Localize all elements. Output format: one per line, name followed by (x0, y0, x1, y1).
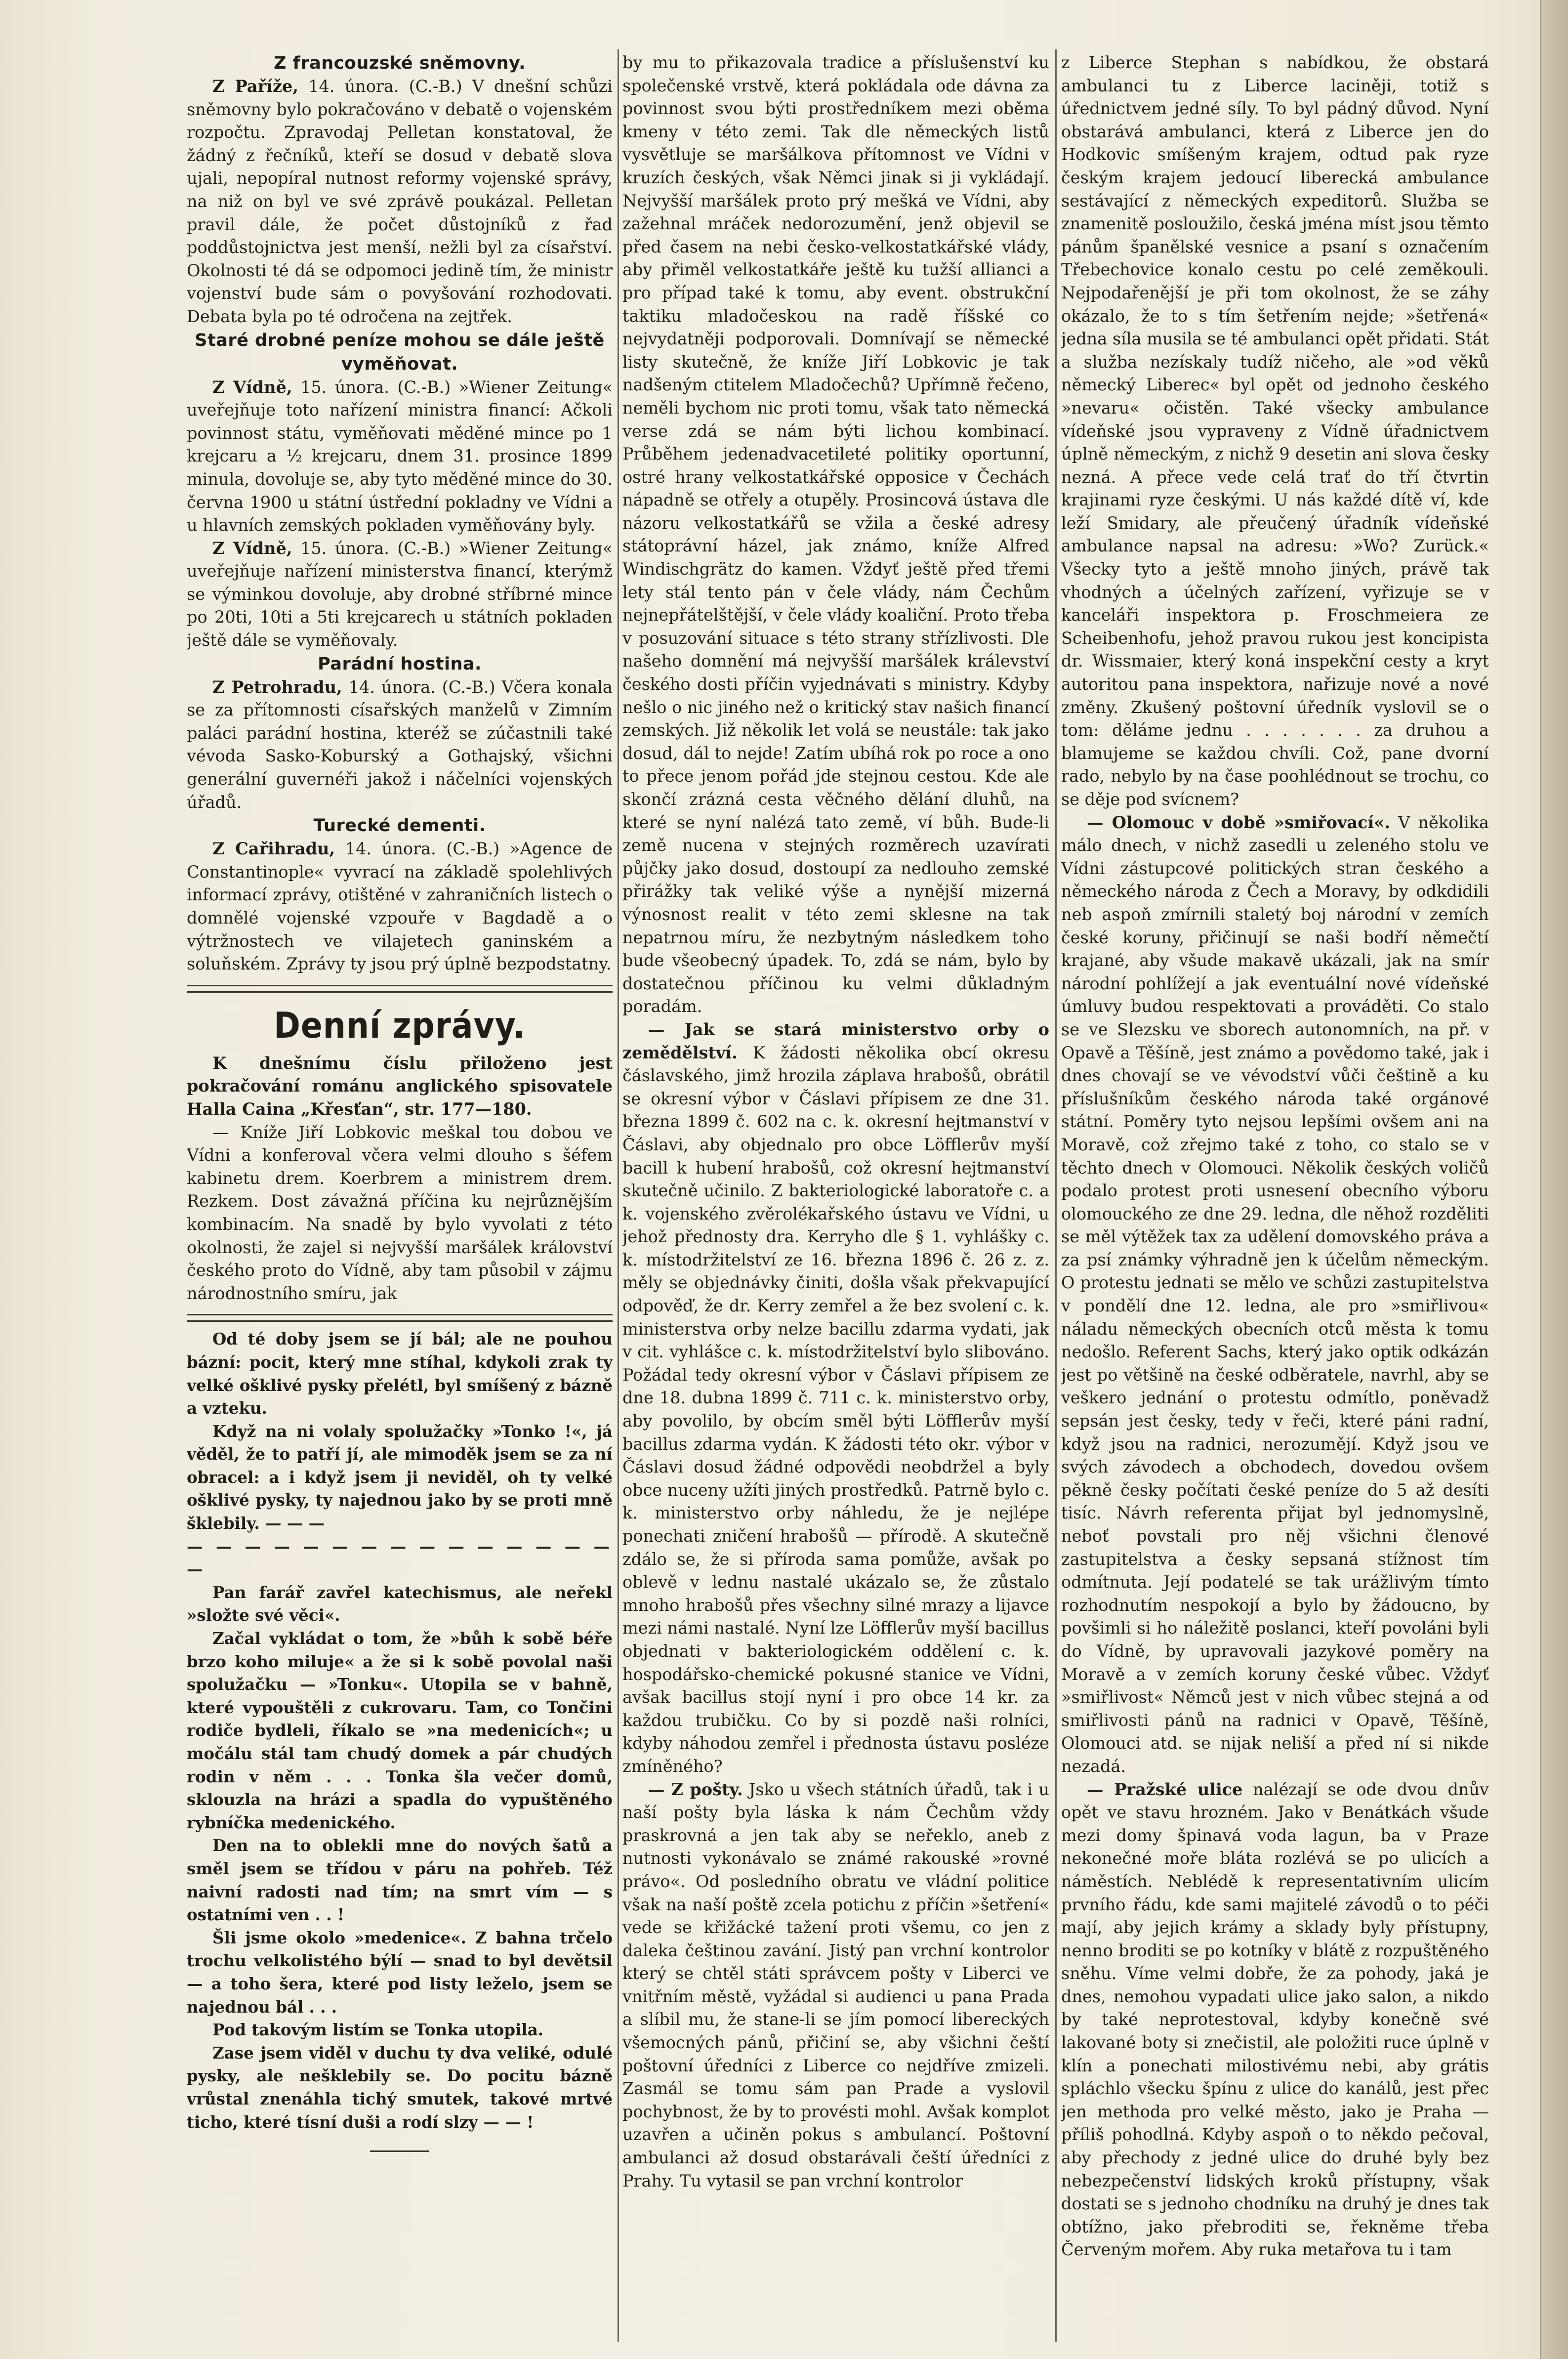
dateline: Z Vídně, (212, 538, 292, 558)
story-paragraph: Pod takovým listím se Tonka utopila. (212, 2020, 544, 2040)
article-constantinople (187, 838, 613, 976)
dateline: Z Paříže, (212, 77, 299, 96)
column-3 (1061, 51, 1489, 2344)
story-paragraph: Pan farář zavřel katechismus, ale neřekl »složte své věci«. (187, 1582, 613, 1625)
dateline: Z Cařihradu, (212, 839, 335, 859)
heading-turkish-denial: Turecké dementi. (313, 816, 486, 836)
story-end-mark (187, 2139, 613, 2162)
article-ministry-agriculture (622, 1018, 1049, 1778)
page-edge (1540, 0, 1568, 2359)
article-lead: — Z pošty. (648, 1779, 743, 1799)
column-rule-right (1055, 49, 1057, 2342)
article-petersburg (187, 676, 613, 814)
heading-old-coins: Staré drobné peníze mohou se dále ještě vyměňovat. (195, 330, 605, 374)
story-paragraph: Když na ni volaly spolužačky »Tonko !«, já věděl, že to patří jí, ale mimoděk jsem se za ní obracel: a i když jsem ji neviděl, oh ty velké ošklivé pysky, ty najednou jako by se proti mně šklebily. — — — (187, 1421, 613, 1533)
article-paris (187, 75, 613, 329)
article-text: 15. února. (C.-B.) »Wiener Zeitung« uveřejňuje toto nařízení ministra financí: Ačkoli povinnost státu, vyměňovati měděné mince po 1 krejcaru a ½ krejcaru, dnem 31. prosince 1899 minula, dovoluje se, aby tyto měděné mince do 30. června 1900 u státní ústřední pokladny ve Vídni a u hlavních zemských pokladen vyměňovány byly. (187, 377, 613, 535)
section-heading-daily-news: Denní zprávy. (274, 1004, 526, 1046)
section-rule (187, 985, 613, 993)
article-lobkovic: — Kníže Jiří Lobkovic meškal tou dobou ve Vídni a konferoval včera velmi dlouho s šéfem kabinetu drem. Koerbrem a ministrem drem. Rezkem. Dost závažná příčina ku nejrůznějším kombinacím. Na snadě by bylo vyvolati z této okolnosti, že zajel si nejvyšší maršálek království českého proto do Vídně, aby tam působil v zájmu národnostního smíru, jak (187, 1122, 613, 1303)
article-olomouc (1061, 811, 1489, 1778)
article-text: V několika málo dnech, v nichž zasedli u zeleného stolu ve Vídni zástupcové politických stran českého a německého národa z Čech a Moravy, by odkdidili neb aspoň zmírnili staletý boj národní v zemích české koruny, přičinují se naši bodří němečtí krajané, aby všude makavě ukázali, jak na smír národní pohlížejí a jak eventuální nové vídeňské úmluvy budou respektovati a prováděti. Co stalo se ve Slezsku ve sborech autonomních, na př. v Opavě a Těšíně, jest známo a povědomo také, jak i dnes chovají se ve vévodství vůči češtině a ku příslušníkům českého národa také orgánové státní. Poměry tyto nejsou lepšími ovšem ani na Moravě, což zřejmo také z toho, co stalo se v těchto dnech v Olomouci. Několik českých voličů podalo protest proti usnesení obecního výboru olomouckého ze dne 29. ledna, dle něhož rozděliti se měl výtěžek tax za udělení domovského práva a za psí známky výhradně jen k účelům německým. O protestu jednati se mělo ve schůzi zastupitelstva v pondělí dne 12. ledna, ale pro »smiřlivou« náladu německých obecních otců města k tomu nedošlo. Referent Sachs, který jako optik odkázán jest po většině na české odběratele, navrhl, aby se veškero jednání o protestu odmítlo, poněvadž sepsán jest česky, tedy v řeči, které páni radní, když jsou na radnici, nerozumějí. Když jsou ve svých závodech a obchodech, dovedou ovšem pěkně česky počítati české peníze do 5 až desíti tisíc. Návrh referenta přijat byl jednomyslně, neboť povstali pro něj všichni členové zastupitelstva a česky sepsaná stížnost tím odmítnuta. Její podatelé se tak urážlivým tímto rozhodnutím nespokojí a bylo by žádoucno, by povšimli si ho náležitě poslanci, kteří povoláni byli do Vídně, by upravovali jazykové poměry na Moravě a v zemích koruny české vůbec. Vždyť »smiřlivost« Němců jest v nich vůbec stejná a od smiřlivosti pánů na radnici v Opavě, Těšíně, Olomouci atd. se nijak neliší a před ní si nikde nezadá. (1061, 812, 1489, 1776)
article-lobkovic-cont: by mu to přikazovala tradice a příslušenství ku společenské vrstvě, která pokládala ode dávna za povinnost svou býti prostředníkem mezi oběma kmeny v této zemi. Tak dle německých listů vysvětluje se maršálkova přítomnost ve Vídni v kruzích českých, však Němci jinak si ji vykládají. Nejvyšší maršálek proto prý mešká ve Vídni, aby zažehnal mráček nedorozumění, jenž objevil se před časem na nebi česko-velkostatkářské vlády, aby přiměl velkostatkáře ještě ku tužší allianci a pro případ také k tomu, aby event. obstrukční taktiku mladočeskou na radě říšské co nejvydatněji podporovali. Domnívají se německé listy skutečně, že kníže Jiří Lobkovic je tak nadšeným ctitelem Mladočechů? Upřímně řečeno, neměli bychom nic proti tomu, však tato německá verse zdá se nám býti lichou kombinací. Průběhem jedenadvacetileté politiky oportunní, ostré hrany velkostatkářské opposice v Čechách nápadně se otřely a otupěly. Prosincová ústava dle názoru velkostatkářů se vžila a české adresy státoprávní házel, jak známo, kníže Alfred Windischgrätz do kamen. Vždyť ještě před třemi lety stál tento pán v čele vlády, nám Čechům nejnepřátelštější, v čele vlády koaliční. Proto třeba v posuzování situace s této strany střízlivosti. Dle našeho domnění má nejvyšší maršálek králevství českého dosti příčin vyjednávati s ministry. Kdyby nešlo o nic jiného než o kritický stav našich financí zemských. Již několik let volá se neustále: tak jako dosud, dál to nejde! Zatím ubíhá rok po roce a ono to přece jenom pořád jde stejnou cestou. Kde ale skončí zrázná cesta věčného dělání dluhů, na které se nyní nalézá tato země, ví bůh. Bude-li země nucena v stejných rozměrech uzavírati půjčky jako dosud, dostoupí za nedlouho zemské přirážky tak veliké výše a nynější mizerná výnosnost realit v této zemi sklesne na tak nepatrnou míru, že nezbytným následkem toho bude všeobecný úpadek. To, zdá se nám, bylo by dostatečnou příčinou ku velmi důkladným poradám. (622, 53, 1049, 1016)
article-vienna-1 (187, 376, 613, 537)
feuilleton-rule (187, 1314, 613, 1322)
article-lead: — Jak se stará ministerstvo orby o zemědělství. (622, 1019, 1049, 1062)
column-rule-left (618, 49, 619, 2342)
article-post-cont: z Liberce Stephan s nabídkou, že obstará ambulanci tu z Liberce laciněji, totiž s úřednictvem jedné síly. To byl pádný důvod. Nyní obstarává ambulanci, která z Liberce jen do Hodkovic smíšeným krajem, odtud pak ryze českým krajem jedoucí liberecká ambulance sestávající z německých expeditorů. Služba se znamenitě posloužilo, česká jména míst jsou těmto pánům španělské vesnice a psaní s označením Třebechovice konalo cestu po celé zeměkouli. Nejpodařenější je při tom okolnost, že se záhy okázalo, že to s tím šetřením nejde; »šetřená« jedna síla musila se té ambulanci opět přidati. Stát a služba nezískaly tudíž ničeho, ale »od věků německý Liberec« byl opět od jednoho českého »nevaru« očistěn. Také všecky ambulance vídeňské jsou vypraveny z Vídně úřadnictvem úplně německým, z nichž 9 desetin ani slova česky nezná. A přece vede celá trať do tří čtvrtin krajinami ryze českými. U nás každé dítě ví, kde leží Smidary, ale přeučený úřadník vídeňské ambulance napsal na adresu: »Wo? Zurück.« Všecky tyto a ještě mnoho jiných, právě tak vhodných a účelných zařízení, vyřizuje se v kanceláři inspektora p. Froschmeiera ze Scheibenhofu, jehož pravou rukou jest koncipista dr. Wissmaier, který koná inspekční cesty a kryt autoritou pana inspektora, nařizuje nové a nové změny. Zkušený poštovní úředník vyslovil se o tom: děláme jednu . . . . . . . za druhou a blamujeme se každou chvíli. Což, pane dvorní rado, nebylo by na čase poohlédnout se trochu, co se děje pod svícnem? (1061, 53, 1489, 809)
story-paragraph: Šli jsme okolo »medenice«. Z bahna trčelo trochu velkolistého býlí — snad to byl devětsil — a toho šera, které pod listy leželo, jsem se najednou bál . . . (187, 1928, 613, 2017)
article-text: Jsko u všech státních úřadů, tak i u naší pošty byla láska k nám Čechům vždy praskrovná a jen tak aby se neřeklo, aneb z nutnosti vykonávalo se známé rakouské »rovné právo«. Od posledního obratu ve vládní politice však na naší poště zcela potichu z příčin »šetření« vede se křižácké tažení proti všemu, co jen z daleka češtinou zavání. Jistý pan vrchní kontrolor který se chtěl státi správcem pošty v Liberci ve vnitřním městě, vyžádal si audienci u pana Prada a slíbil mu, že stane-li se jím pomocí libereckých všemocných pánů, přičiní se, aby všichni čeští poštovní úředníci z Liberce co nejdříve zmizeli. Zasmál se tomu sám pan Prade a vyslovil pochybnost, že by to provésti mohl. Avšak komplot uzavřen a učiněn pokus s ambulancí. Poštovní ambulanci až dosud obstarávali čeští úředníci z Prahy. Tu vytasil se pan vrchní kontrolor (622, 1779, 1049, 2190)
feuilleton (187, 1328, 613, 2161)
dateline: Z Petrohradu, (212, 677, 342, 697)
article-text: 14. února. (C.-B.) V dnešní schůzi sněmovny bylo pokračováno v debatě o vojenském rozpočtu. Zpravodaj Pelletan konstatoval, že žádný z řečníků, kteří se dosud v debatě slova ujali, nepopíral nutnost reformy vojenské správy, na niž on byl ve své zprávě poukázal. Pelletan pravil dále, že počet důstojníků z řad poddůstojnictva jest menší, nežli byl za císařství. Okolnosti té dá se odpomoci jedině tím, že ministr vojenství bude sám o povyšování rozhodovati. Debata byla po té odročena na zejtřek. (187, 77, 613, 326)
heading-french-parliament: Z francouzské sněmovny. (274, 53, 526, 73)
article-lead: — Pražské ulice (1087, 1779, 1243, 1799)
supplement-notice: K dnešnímu číslu přiloženo jest pokračování románu anglického spisovatele Halla Caina „Křesťan“, str. 177—180. (187, 1053, 613, 1119)
article-vienna-2 (187, 537, 613, 652)
column-2 (622, 51, 1049, 2344)
story-paragraph: Den na to oblekli mne do nových šatů a směl jsem se třídou v páru na pohřeb. Též naivní radosti nad tím; na smrt vím — s ostatními ven . . ! (187, 1836, 613, 1925)
story-paragraph: Zase jsem viděl v duchu ty dva veliké, odulé pysky, ale nešklebily se. Do pocitu bázně vrůstal znenáhla tichý smutek, takové mrtvé ticho, které tísní duši a rodí slzy — — ! (187, 2043, 613, 2132)
article-prague-streets (1061, 1778, 1489, 2262)
article-text: 14. února. (C.-B.) Včera konala se za přítomnosti císařských manželů v Zimním paláci parádní hostina, kteréž se zúčastnili také vévoda Sasko-Koburský a Gothajský, všichni generální guvernéři jakož i náčelníci vojenských úřadů. (187, 677, 613, 812)
article-post (622, 1778, 1049, 2193)
dateline: Z Vídně, (212, 377, 292, 397)
heading-banquet: Parádní hostina. (318, 654, 482, 674)
article-text: 15. února. (C.-B.) »Wiener Zeitung« uveřejňuje nařízení ministerstva financí, kterýmž se výminkou dovoluje, aby drobné stříbrné mince po 20ti, 10ti a 5ti krejcarech u státních pokladen ještě dále se vyměňovaly. (187, 538, 613, 650)
article-text: nalézají se ode dvou dnův opět ve stavu hrozném. Jako v Benátkách všude mezi domy špinavá voda lagun, ba v Praze nekonečné moře bláta rozlévá se po ulicích a náměstích. Neblédě k representativním ulicím prvního řádu, kde sami majitelé závodů o to péči mají, aby jejich krámy a sklady byly přístupny, nenno broditi se po kotníky v blátě z rozpuštěného sněhu. Víme velmi dobře, že za pohody, jaká je dnes, nemohou vypadati ulice jako salon, a nikdo by také neprotestoval, kdyby konečně své lakované boty si znečistil, ale položiti ruce úplně v klín a ponechati milostivému nebi, aby grátis spláchlo všecku špínu z ulice do kanálů, jest přec jen methoda pro velké město, jako je Praha — příliš pohodlná. Kdyby aspoň o to někdo pečoval, aby přechody z jedné ulice do druhé byly bez nebezpečenství lidských kroků přístupny, však dostati se s jednoho chodníku na druhý je dnes tak obtížno, jako přebroditi se, řekněme třeba Červeným mořem. Aby ruka metařova tu i tam (1061, 1779, 1489, 2260)
story-paragraph: Od té doby jsem se jí bál; ale ne pouhou bázní: pocit, který mne stíhal, kdykoli zrak ty velké ošklivé pysky přelétl, byl smíšený z bázně a vzteku. (187, 1329, 613, 1418)
story-dashes: — — — — — — — — — — — — — — — — (187, 1536, 613, 1579)
article-text: 14. února. (C.-B.) »Agence de Constantinople« vyvrací na základě spolehlivých informací zprávy, otištěné v zahraničních listech o domnělé vojenské vzpouře v Bagdadě a o výtržnostech ve vilajetech ganinském a soluňském. Zprávy ty jsou prý úplně bezpodstatny. (187, 839, 613, 974)
article-lead: — Olomouc v době »smiřovací«. (1087, 812, 1390, 832)
story-paragraph: Začal vykládat o tom, že »bůh k sobě béře brzo koho miluje« a že si k sobě povolal naši spolužačku — »Tonku«. Utopila se v bahně, které vypouštěli z cukrovaru. Tam, co Tončini rodiče bydleli, říkalo se »na medenicích«; u močálu stál tam chudý domek a pár chudých rodin v něm . . . Tonka šla večer domů, sklouzla na hrázi a spadla do vypuštěného rybníčka medenického. (187, 1629, 613, 1832)
column-1 (187, 51, 613, 2324)
article-text: K žádosti několika obcí okresu čáslavského, jimž hrozila záplava hrabošů, obrátil se okresní výbor v Čáslavi přípisem ze dne 31. března 1899 č. 602 na c. k. okresní hejtmanství v Čáslavi, aby objednalo pro obce Löfflerův myší bacill k hubení hrabošů, což okresní hejtmanství skutečně učinilo. Z bakteriologické laboratoře c. a k. vojenského zvěrolékařského ústavu ve Vídni, u jehož přednosty dra. Kerryho dle § 1. vyhlášky c. k. místodržitelství ze 16. března 1896 č. 26 z. z. měly se objednávky činiti, došla však překvapující odpověď, že dr. Kerry zemřel a že bez svolení c. k. ministerstva orby nelze bacillu zdarma vydati, jak v cit. vyhlášce c. k. místodržitelství bylo slibováno. Požádal tedy okresní výbor v Čáslavi přípisem ze dne 18. dubna 1899 č. 711 c. k. ministerstvo orby, aby povolilo, by obcím směl býti Löfflerův myší bacillus zdarma vydán. K žádosti této okr. výbor v Čáslavi dosud žádné odpovědi neobdržel a byly obce nuceny užíti jiných prostředků. Patrně bylo c. k. ministerstvo orby náhledu, že je nejlépe ponechati zničení hrabošů — přírodě. A skutečně zdálo se, že si příroda sama pomůže, avšak po oblevě v lednu nastalé ukázalo se, že zůstalo mnoho hrabošů přes všechny silné mrazy a lijavce mezi námi nastalé. Nyní lze Löfflerův myší bacillus objednati v bakteriologickém oddělení c. k. hospodářsko-chemické pokusné stanice ve Vídni, avšak bacillus stojí nyní i pro obce 14 kr. za každou trubičku. Co by si pozdě naši rolníci, kdyby náhodou zemřel i přednosta ústavu posléze zmíněného? (622, 1043, 1049, 1776)
